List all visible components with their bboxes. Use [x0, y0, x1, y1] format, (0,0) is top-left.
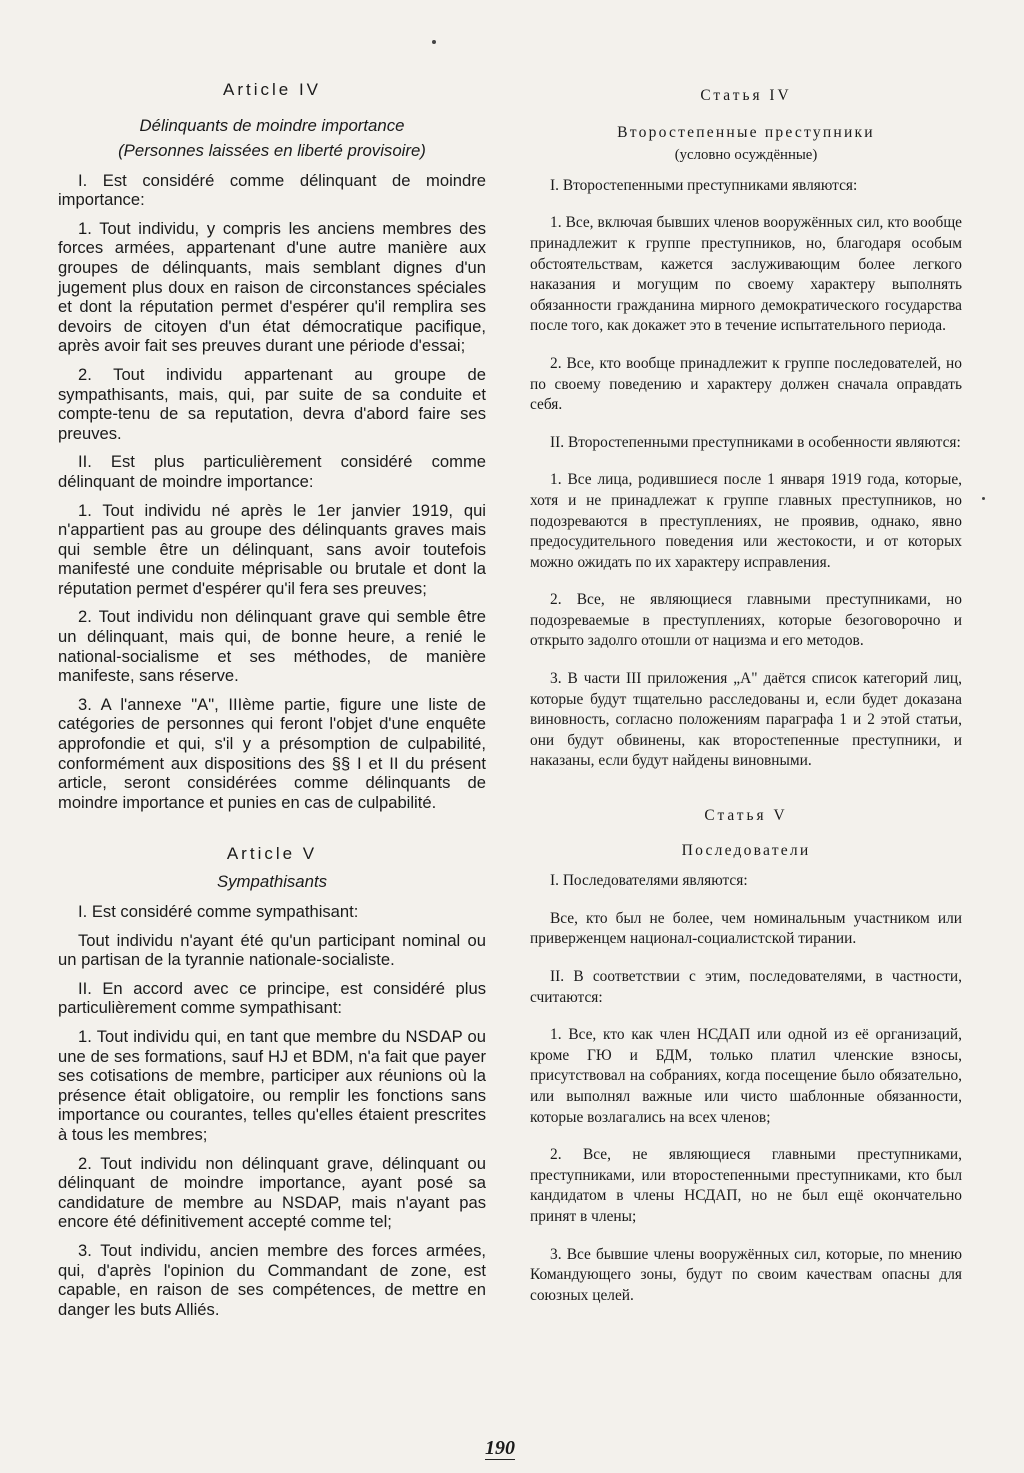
- paragraph: Все, кто был не более, чем номинальным участником или приверженцем национал-социалистской тирании.: [530, 909, 962, 948]
- article-4-subtitle-paren-fr: (Personnes laissées en liberté provisoire): [118, 140, 426, 160]
- paragraph: I. Est considéré comme délinquant de moindre importance:: [58, 170, 486, 210]
- paragraph: 2. Tout individu non délinquant grave qui semble être un délinquant, mais qui, de bonne heure, a renié le national-socialisme et ses méthodes, de manière manifeste, sans réserve.: [58, 607, 486, 686]
- russian-column: [530, 78, 962, 1306]
- paragraph: 3. В части III приложения „А" даётся список категорий лиц, которые будут тщательно расследованы и, если будет доказана виновность, согласно положениям параграфа 1 и 2 этой статьи, они будут обвинены, как второстепенные преступники, и наказаны, если будут найдены виновными.: [530, 670, 962, 770]
- paragraph: 2. Все, кто вообще принадлежит к группе последователей, но по своему поведению и характеру должен сначала оправдать себя.: [530, 354, 962, 414]
- article-5-subtitle-fr: Sympathisants: [216, 872, 328, 891]
- article-4-subtitle-paren-ru: (условно осуждённые): [674, 147, 818, 164]
- paragraph: 3. Tout individu, ancien membre des forces armées, qui, d'après l'opinion du Commandant de zone, est capable, en raison de ses compétences, de mettre en danger les buts Alliés.: [58, 1240, 486, 1319]
- article-5-heading-fr: Article V: [226, 844, 318, 864]
- french-column: [58, 70, 486, 1319]
- paragraph: 1. Все лица, родившиеся после 1 января 1919 года, которые, хотя и не принадлежат к группе главных преступников, но подозреваются в преступлениях, не проявив, однако, явно предосудительного поведения или жестокости, и от которых можно ожидать по их характеру исправления.: [530, 471, 962, 571]
- paragraph: 3. A l'annexe "A", IIIème partie, figure une liste de catégories de personnes qui feront l'objet d'une enquête approfondie et qui, s'il y a présomption de culpabilité, conformément aux dispositions des §§ I et II du présent article, seront considérées comme délinquants de moindre importance et punies en cas de culpabilité.: [58, 694, 486, 812]
- article-4-heading-fr: Article IV: [222, 80, 322, 99]
- paragraph: Tout individu n'ayant été qu'un participant nominal ou un partisan de la tyrannie nationale-socialiste.: [58, 930, 486, 970]
- paragraph: II. Est plus particulièrement considéré comme délinquant de moindre importance:: [58, 452, 486, 491]
- ink-speck: [432, 40, 436, 44]
- paragraph: II. En accord avec ce principe, est considéré plus particulièrement comme sympathisant:: [58, 978, 486, 1018]
- paragraph: 2. Все, не являющиеся главными преступниками, преступниками, или второстепенными преступниками, кто был кандидатом в члены НСДАП, но не был ещё окончательно принят в члены;: [530, 1146, 962, 1225]
- article-5-subtitle-ru: Последователи: [681, 841, 811, 859]
- paragraph: 2. Все, не являющиеся главными преступниками, но подозреваемые в преступлениях, которые безоговорочно и открыто задолго отошли от нацизма и его методов.: [530, 591, 962, 650]
- paragraph: II. В соответствии с этим, последователями, в частности, считаются:: [530, 968, 962, 1006]
- paragraph: I. Последователями являются:: [550, 872, 748, 890]
- paragraph: I. Est considéré comme sympathisant:: [78, 902, 359, 921]
- article-4-subtitle-ru: Второстепенные преступники: [617, 123, 875, 141]
- page-number-text: 190: [485, 1437, 515, 1459]
- ink-speck: [982, 497, 985, 500]
- article-4-subtitle-fr: Délinquants de moindre importance: [139, 115, 405, 135]
- paragraph: II. Второстепенными преступниками в особенности являются:: [550, 433, 961, 451]
- paragraph: 2. Tout individu non délinquant grave, délinquant ou délinquant de moindre importance, ayant posé sa candidature de membre au NSDAP, mais n'ayant pas encore été définitivement accepté comme tel;: [58, 1153, 486, 1232]
- paragraph: 3. Все бывшие члены вооружённых сил, которые, по мнению Командующего зоны, будут по своим качествам опасны для союзных целей.: [530, 1245, 962, 1304]
- paragraph: 2. Tout individu appartenant au groupe de sympathisants, mais, qui, par suite de sa conduite et compte-tenu de sa reputation, devra d'abord faire ses preuves.: [58, 364, 486, 443]
- article-4-heading-ru: Статья IV: [700, 87, 792, 104]
- paragraph: 1. Все, включая бывших членов вооружённых сил, кто вообще принадлежит к группе преступников, но, благодаря особым обстоятельствам, кажется заслуживающим более легкого наказания и могущим по своему характеру выполнять обязанности гражданина мирного демократического государства после того, как докажет это в течение испытательного периода.: [530, 214, 962, 335]
- paragraph: 1. Tout individu né après le 1er janvier 1919, qui n'appartient pas au groupe des délinquants graves mais qui semble être un délinquant, sans avoir toutefois manifesté une conduite méprisable ou brutale et dont la réputation permet d'espérer qu'il fera ses preuves;: [58, 500, 486, 598]
- page-number: [480, 1437, 520, 1460]
- paragraph: 1. Все, кто как член НСДАП или одной из её организаций, кроме ГЮ и БДМ, только платил членские взносы, присутствовал на собраниях, когда посещение было обязательно, или выполнял важные или чисто шаблонные обязанности, которые возлагались на всех членов;: [530, 1026, 962, 1126]
- paragraph: 1. Tout individu, y compris les anciens membres des forces armées, appartenant d'une autre manière aux groupes de délinquants, mais semblant dignes d'un jugement plus doux en raison de circonstances spéciales et dont la réputation permet d'espérer qu'il remplira ses devoirs de citoyen d'un état démocratique pacifique, après avoir fait ses preuves durant une période d'essai;: [58, 218, 486, 356]
- paragraph: I. Второстепенными преступниками являются:: [550, 176, 858, 194]
- paragraph: 1. Tout individu qui, en tant que membre du NSDAP ou une de ses formations, sauf HJ et BDM, n'a fait que payer ses cotisations de membre, participer aux réunions où la présence était obligatoire, ou remplir les fonctions sans importance ou courantes, telles qu'elles étaient prescrites à tous les membres;: [58, 1026, 486, 1144]
- article-5-heading-ru: Статья V: [704, 807, 788, 825]
